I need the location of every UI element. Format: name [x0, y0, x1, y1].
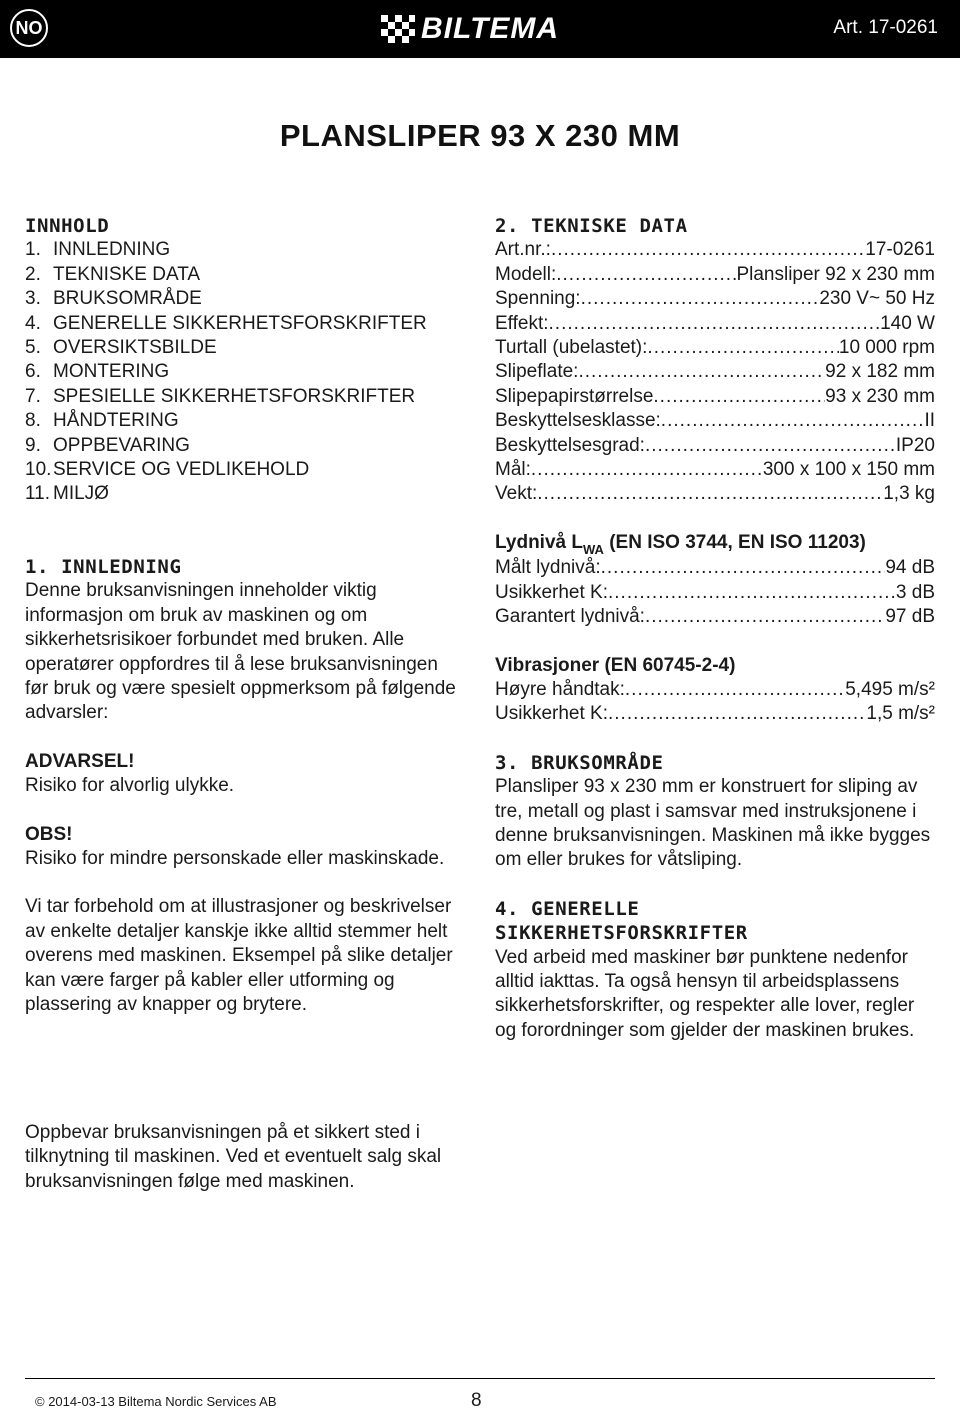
toc-item-label: OPPBEVARING: [53, 434, 190, 456]
spec-key: Usikkerhet K:: [495, 581, 608, 603]
dot-leader: [581, 287, 820, 311]
biltema-logo: [381, 13, 559, 45]
spec-row: [495, 556, 935, 580]
spec-value: 140 W: [880, 312, 935, 334]
sound-heading: Lydnivå $L_{WA}$ (EN ISO 3744, EN ISO 11203): [495, 531, 866, 557]
general-heading-line1: 4. GENERELLE: [495, 897, 640, 920]
toc-item: [25, 385, 465, 409]
spec-row: [495, 605, 935, 629]
spec-row: [495, 312, 935, 336]
toc-item: [25, 482, 465, 506]
spec-key: Turtall (ubelastet):: [495, 337, 648, 359]
dot-leader: [608, 581, 896, 605]
spec-value: II: [924, 410, 935, 432]
spec-row: [495, 581, 935, 605]
toc-item-label: HÅNDTERING: [53, 410, 179, 432]
footer-copyright: © 2014-03-13 Biltema Nordic Services AB: [35, 1394, 277, 1409]
spec-row: [495, 263, 935, 287]
dot-leader: [653, 385, 825, 409]
spec-value: 97 dB: [885, 606, 935, 628]
spec-row: [495, 434, 935, 458]
spec-row: [495, 678, 935, 702]
spec-value: 1,5 m/s²: [866, 703, 935, 725]
sound-list: [495, 556, 935, 629]
spec-value: 17-0261: [865, 239, 935, 261]
warning-text: Risiko for alvorlig ulykke.: [25, 775, 235, 797]
spec-value: 3 dB: [895, 581, 935, 603]
vibration-heading: Vibrasjoner (EN 60745-2-4): [495, 654, 736, 676]
toc-item-label: SPESIELLE SIKKERHETSFORSKRIFTER: [53, 385, 416, 407]
dot-leader: [549, 312, 881, 336]
general-text: Ved arbeid med maskiner bør punktene nedenfor alltid iakttas. Ta også hensyn til arbeidsplassens sikkerhetsforskrifter, og respekter alle lover, regler og forordninger som gjelder der maskinen brukes.: [495, 946, 915, 1041]
use-text: Plansliper 93 x 230 mm er konstruert for sliping av tre, metall og plast i samsvar med instruksjonene i denne bruksanvisningen. Maskinen må ikke bygges om eller brukes for våtsliping.: [495, 776, 931, 871]
toc-item: [25, 336, 465, 360]
toc-item: [25, 263, 465, 287]
spec-value: IP20: [895, 434, 935, 456]
tech-heading: 2. TEKNISKE DATA: [495, 215, 688, 237]
dot-leader: [661, 409, 925, 433]
toc-item-label: GENERELLE SIKKERHETSFORSKRIFTER: [53, 312, 427, 334]
page-number: 8: [471, 1390, 482, 1411]
storage-note: Oppbevar bruksanvisningen på et sikkert sted i tilknytning til maskinen. Ved et eventuelt salg skal bruksanvisningen følge med maskinen.: [25, 1122, 442, 1192]
toc-item-label: OVERSIKTSBILDE: [53, 337, 217, 359]
disclaimer-text: Vi tar forbehold om at illustrasjoner og beskrivelser av enkelte detaljer kanskje ikke alltid stemmer helt overens med maskinen. Eksempel på slike detaljer kan være farger på kabler eller utforming og plassering av knapper og brytere.: [25, 896, 453, 1015]
spec-row: [495, 336, 935, 360]
toc-item: [25, 409, 465, 433]
toc-item: [25, 238, 465, 262]
spec-key: Slipepapirstørrelse: [495, 385, 654, 407]
toc-item-number: 6.: [25, 361, 41, 383]
toc-item-number: 5.: [25, 337, 41, 359]
brand-name: BILTEMA: [421, 12, 560, 45]
spec-key: Vekt:: [495, 483, 538, 505]
intro-text: Denne bruksanvisningen inneholder viktig informasjon om bruk av maskinen og om sikkerhetsrisikoer forbundet med bruken. Alle operatører oppfordres til å lese bruksanvisningen før bruk og være spesielt oppmerksom på følgende advarsler:: [25, 580, 456, 724]
dot-leader: [608, 702, 866, 726]
spec-key: Spenning:: [495, 288, 581, 310]
toc-item-number: 7.: [25, 385, 41, 407]
footer-divider: [25, 1378, 935, 1379]
spec-row: [495, 482, 935, 506]
toc-item: [25, 312, 465, 336]
language-badge: NO: [10, 9, 48, 47]
spec-key: Garantert lydnivå:: [495, 606, 645, 628]
toc-item: [25, 434, 465, 458]
notice-title: OBS!: [25, 823, 73, 845]
spec-value: Plansliper 92 x 230 mm: [736, 263, 935, 285]
toc-item: [25, 287, 465, 311]
spec-key: Høyre håndtak:: [495, 678, 625, 700]
toc-item-label: MONTERING: [53, 361, 170, 383]
spec-value: 5,495 m/s²: [845, 678, 935, 700]
spec-row: [495, 238, 935, 262]
spec-value: 10 000 rpm: [838, 337, 935, 359]
toc-item-label: BRUKSOMRÅDE: [53, 288, 202, 310]
spec-list: [495, 238, 935, 506]
spec-value: 230 V~ 50 Hz: [819, 288, 935, 310]
spec-key: Målt lydnivå:: [495, 557, 601, 579]
toc-item-label: TEKNISKE DATA: [53, 263, 201, 285]
spec-key: Usikkerhet K:: [495, 703, 608, 725]
dot-leader: [647, 336, 838, 360]
toc-item-number: 10.: [25, 459, 52, 481]
spec-row: [495, 385, 935, 409]
spec-value: 93 x 230 mm: [825, 385, 935, 407]
spec-value: 94 dB: [885, 557, 935, 579]
spec-value: 1,3 kg: [883, 483, 935, 505]
toc-item-label: SERVICE OG VEDLIKEHOLD: [53, 459, 310, 481]
spec-row: [495, 409, 935, 433]
header-bar: [0, 0, 960, 58]
toc-item: [25, 360, 465, 384]
intro-heading: 1. INNLEDNING: [25, 555, 182, 578]
toc-item: [25, 458, 465, 482]
spec-key: Mål:: [495, 459, 531, 481]
vibration-list: [495, 678, 935, 727]
toc-item-number: 2.: [25, 263, 41, 285]
spec-key: Beskyttelsesgrad:: [495, 434, 645, 456]
toc-item-label: INNLEDNING: [53, 239, 171, 261]
spec-row: [495, 287, 935, 311]
right-column: [495, 214, 935, 1043]
dot-leader: [645, 434, 896, 458]
spec-row: [495, 360, 935, 384]
spec-key: Effekt:: [495, 312, 549, 334]
dot-leader: [601, 556, 886, 580]
spec-row: [495, 702, 935, 726]
spec-key: Slipeflate:: [495, 361, 579, 383]
spec-value: 92 x 182 mm: [825, 361, 935, 383]
warning-title: ADVARSEL!: [25, 750, 135, 772]
left-column: [25, 214, 465, 1017]
use-heading: 3. BRUKSOMRÅDE: [495, 751, 664, 774]
dot-leader: [556, 263, 736, 287]
toc-list: [25, 238, 465, 506]
spec-row: [495, 458, 935, 482]
dot-leader: [645, 605, 885, 629]
toc-item-number: 8.: [25, 410, 41, 432]
page-title: PLANSLIPER 93 X 230 MM: [279, 118, 681, 153]
toc-item-label: MILJØ: [53, 483, 109, 505]
toc-heading: INNHOLD: [25, 215, 110, 237]
spec-key: Art.nr.:: [495, 239, 551, 261]
dot-leader: [578, 360, 825, 384]
spec-key: Modell:: [495, 263, 557, 285]
article-number: Art. 17-0261: [833, 17, 938, 38]
toc-item-number: 11.: [25, 483, 51, 505]
toc-item-number: 4.: [25, 312, 41, 334]
dot-leader: [625, 678, 845, 702]
spec-key: Beskyttelsesklasse:: [495, 410, 661, 432]
general-heading-line2: SIKKERHETSFORSKRIFTER: [495, 922, 748, 945]
dot-leader: [537, 482, 883, 506]
toc-item-number: 3.: [25, 288, 41, 310]
spec-value: 300 x 100 x 150 mm: [762, 459, 935, 481]
dot-leader: [531, 458, 763, 482]
toc-item-number: 9.: [25, 434, 41, 456]
notice-text: Risiko for mindre personskade eller maskinskade.: [25, 847, 445, 869]
checkered-flag-icon: [381, 15, 415, 43]
toc-item-number: 1.: [25, 239, 41, 261]
dot-leader: [551, 238, 865, 262]
